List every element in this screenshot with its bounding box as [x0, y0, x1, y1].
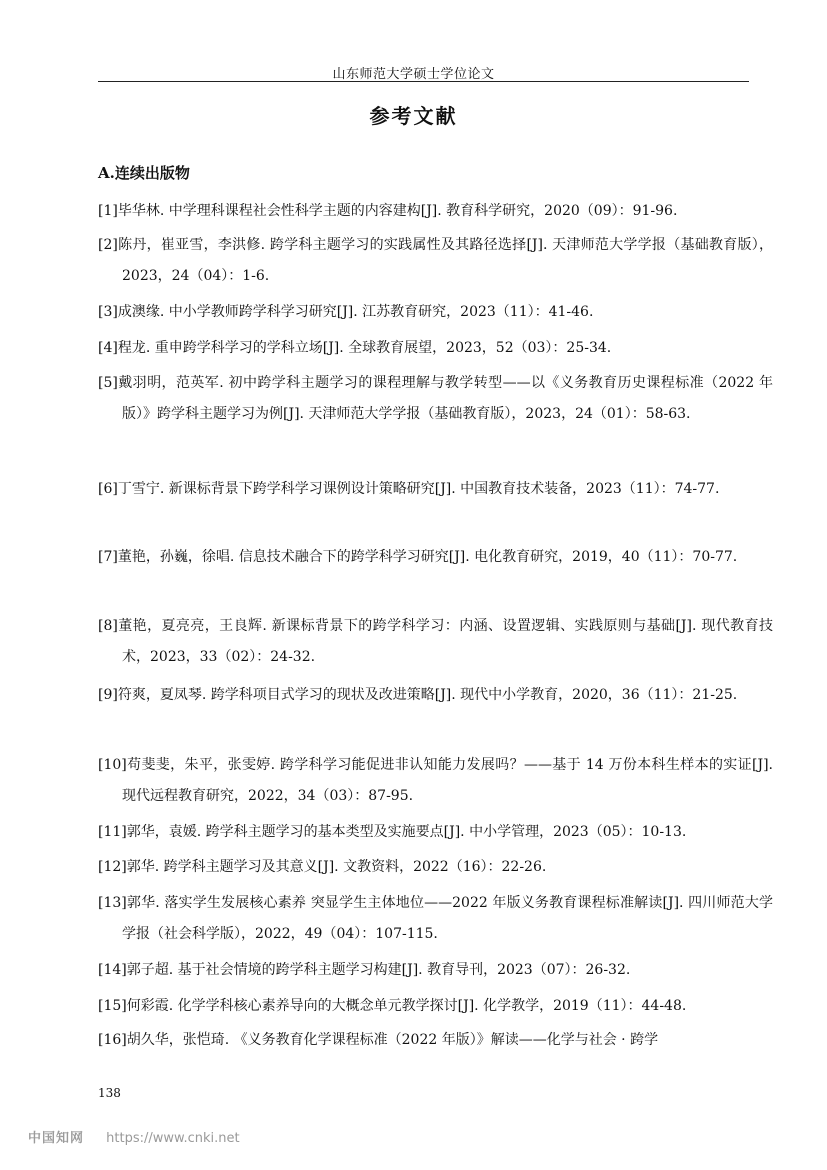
watermark-brand: 中国知网: [28, 1131, 85, 1146]
page-number: 138: [98, 1086, 121, 1100]
reference-item: [16]胡久华，张恺琦. 《义务教育化学课程标准（2022 年版）》解读——化学与社会 · 跨学: [98, 1032, 659, 1048]
cnki-watermark: [28, 1127, 240, 1146]
section-heading: A.连续出版物: [98, 164, 190, 182]
reference-item: [1]毕华林. 中学理科课程社会性科学主题的内容建构[J]. 教育科学研究，2020（09）：91-96.: [98, 203, 678, 219]
running-header: 山东师范大学硕士学位论文: [332, 67, 495, 82]
reference-item: [10]苟斐斐，朱平，张雯婷. 跨学科学习能促进非认知能力发展吗？——基于 14 万份本科生样本的实证[J]. 现代远程教育研究，2022，34（03）：87-95.: [98, 757, 773, 804]
watermark-url: https://www.cnki.net: [106, 1131, 240, 1146]
reference-item: [6]丁雪宁. 新课标背景下跨学科学习课例设计策略研究[J]. 中国教育技术装备，2023（11）：74-77.: [98, 481, 720, 497]
reference-item: [15]何彩霞. 化学学科核心素养导向的大概念单元教学探讨[J]. 化学教学，2019（11）：44-48.: [98, 998, 687, 1014]
reference-item: [13]郭华. 落实学生发展核心素养 突显学生主体地位——2022 年版义务教育课程标准解读[J]. 四川师范大学学报（社会科学版），2022，49（04）：107-115.: [98, 895, 773, 942]
reference-item: [7]董艳，孙巍，徐唱. 信息技术融合下的跨学科学习研究[J]. 电化教育研究，2019，40（11）：70-77.: [98, 549, 738, 565]
reference-item: [8]董艳，夏亮亮，王良辉. 新课标背景下的跨学科学习：内涵、设置逻辑、实践原则与基础[J]. 现代教育技术，2023，33（02）：24-32.: [98, 618, 773, 665]
reference-item: [14]郭子超. 基于社会情境的跨学科主题学习构建[J]. 教育导刊，2023（07）：26-32.: [98, 962, 631, 978]
reference-item: [11]郭华，袁媛. 跨学科主题学习的基本类型及实施要点[J]. 中小学管理，2023（05）：10-13.: [98, 824, 687, 840]
reference-item: [12]郭华. 跨学科主题学习及其意义[J]. 文教资料，2022（16）：22-26.: [98, 859, 547, 875]
reference-item: [9]符爽，夏凤琴. 跨学科项目式学习的现状及改进策略[J]. 现代中小学教育，2020，36（11）：21-25.: [98, 687, 738, 703]
page-title: 参考文献: [369, 104, 458, 128]
reference-item: [5]戴羽明，范英军. 初中跨学科主题学习的课程理解与教学转型——以《义务教育历史课程标准（2022 年版）》跨学科主题学习为例[J]. 天津师范大学学报（基础教育版），2023，24（01）：58-63.: [98, 375, 773, 422]
reference-item: [2]陈丹，崔亚雪，李洪修. 跨学科主题学习的实践属性及其路径选择[J]. 天津师范大学学报（基础教育版），2023，24（04）：1-6.: [98, 237, 773, 284]
header-rule: [98, 81, 749, 82]
reference-item: [3]成澳缘. 中小学教师跨学科学习研究[J]. 江苏教育研究，2023（11）：41-46.: [98, 304, 594, 320]
reference-item: [4]程龙. 重申跨学科学习的学科立场[J]. 全球教育展望，2023，52（03）：25-34.: [98, 340, 612, 356]
